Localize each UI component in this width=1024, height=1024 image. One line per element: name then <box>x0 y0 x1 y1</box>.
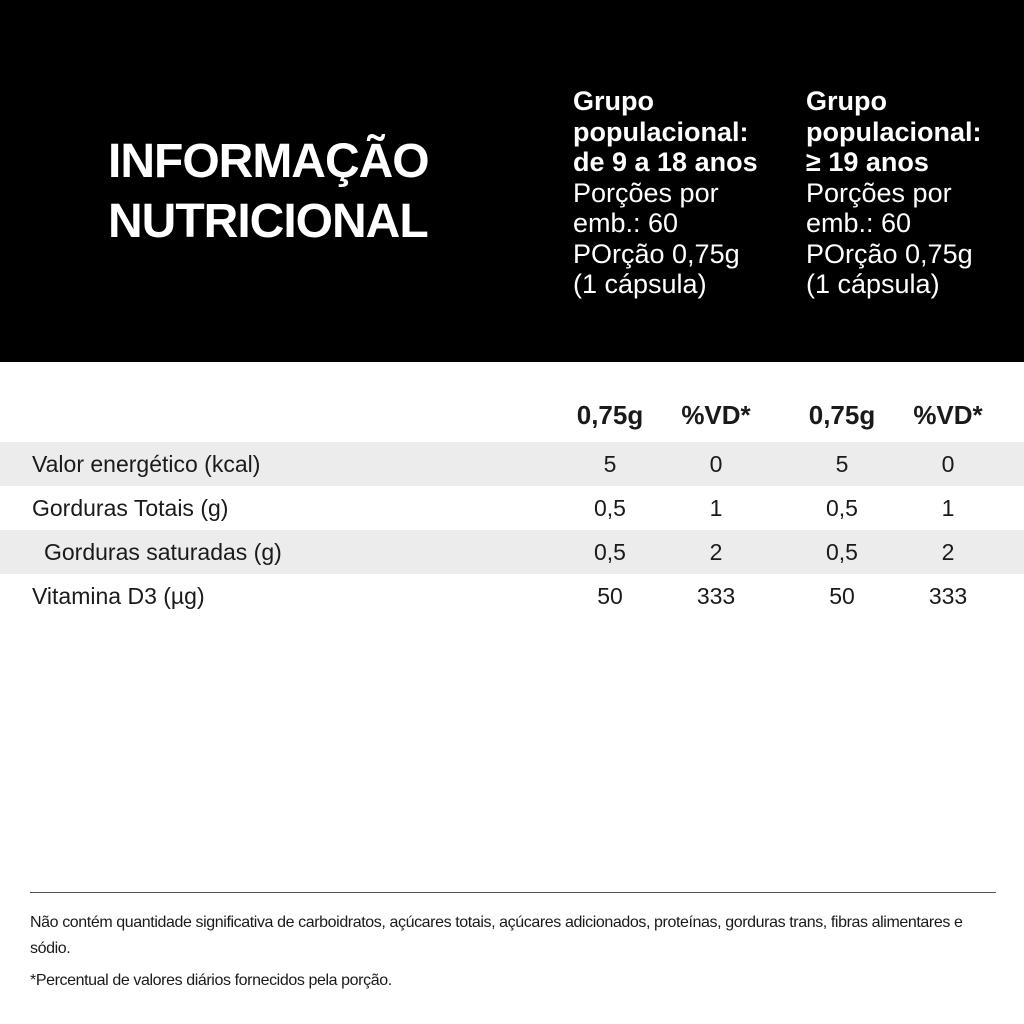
row-value: 2 <box>709 538 723 565</box>
table-row <box>0 486 1024 530</box>
footnotes <box>30 910 1000 994</box>
table-row <box>0 530 1024 574</box>
row-value: 0,5 <box>826 494 858 521</box>
population-group-19-plus <box>806 86 1016 300</box>
table-row <box>0 574 1024 618</box>
group-heading-line: Grupo <box>573 86 654 116</box>
row-value: 333 <box>696 582 736 609</box>
group-detail-line: (1 cápsula) <box>573 269 707 299</box>
table-header-row <box>0 388 1024 442</box>
group-heading-line: de 9 a 18 anos <box>573 147 758 177</box>
row-value: 50 <box>597 582 623 609</box>
group-detail-line: emb.: 60 <box>573 208 679 238</box>
group-heading-line: populacional: <box>806 116 982 147</box>
table-row <box>0 442 1024 486</box>
title-line-1: INFORMAÇÃO <box>108 135 429 188</box>
column-header-portion-a: 0,75g <box>576 399 644 430</box>
row-label: Vitamina D3 (µg) <box>32 582 205 609</box>
row-value: 2 <box>941 538 955 565</box>
row-value: 0,5 <box>594 494 626 521</box>
group-detail-line: Porções por <box>806 177 952 208</box>
row-value: 0,5 <box>826 538 858 565</box>
group-heading-line: populacional: <box>573 116 749 147</box>
population-group-9-18 <box>573 86 783 300</box>
group-detail-line: POrção 0,75g <box>806 238 973 269</box>
row-value: 5 <box>835 450 849 477</box>
row-label: Valor energético (kcal) <box>32 450 261 477</box>
column-header-vd-a: %VD* <box>681 399 751 430</box>
page-title <box>108 132 528 252</box>
row-value: 0 <box>941 450 955 477</box>
column-header-portion-b: 0,75g <box>808 399 876 430</box>
row-value: 333 <box>928 582 968 609</box>
column-header-vd-b: %VD* <box>913 399 983 430</box>
title-line-2: NUTRICIONAL <box>108 195 428 248</box>
group-heading-line: ≥ 19 anos <box>806 147 929 177</box>
footnote-divider <box>30 892 996 893</box>
row-value: 5 <box>603 450 617 477</box>
row-value: 1 <box>709 494 723 521</box>
group-heading-line: Grupo <box>806 86 887 116</box>
group-detail-line: (1 cápsula) <box>806 269 940 299</box>
group-detail-line: emb.: 60 <box>806 208 912 238</box>
group-detail-line: Porções por <box>573 177 719 208</box>
group-detail-line: POrção 0,75g <box>573 238 740 269</box>
row-value: 0 <box>709 450 723 477</box>
footnote-daily-values: *Percentual de valores diários fornecidos pela porção. <box>30 972 392 989</box>
row-label: Gorduras saturadas (g) <box>44 538 282 565</box>
row-value: 1 <box>941 494 955 521</box>
nutrition-table <box>0 388 1024 618</box>
row-label: Gorduras Totais (g) <box>32 494 229 521</box>
row-value: 0,5 <box>594 538 626 565</box>
row-value: 50 <box>829 582 855 609</box>
header-banner <box>0 0 1024 362</box>
footnote-not-significant: Não contém quantidade significativa de carboidratos, açúcares totais, açúcares adicionados, proteínas, gorduras trans, fibras alimentares e sódio. <box>30 914 963 957</box>
